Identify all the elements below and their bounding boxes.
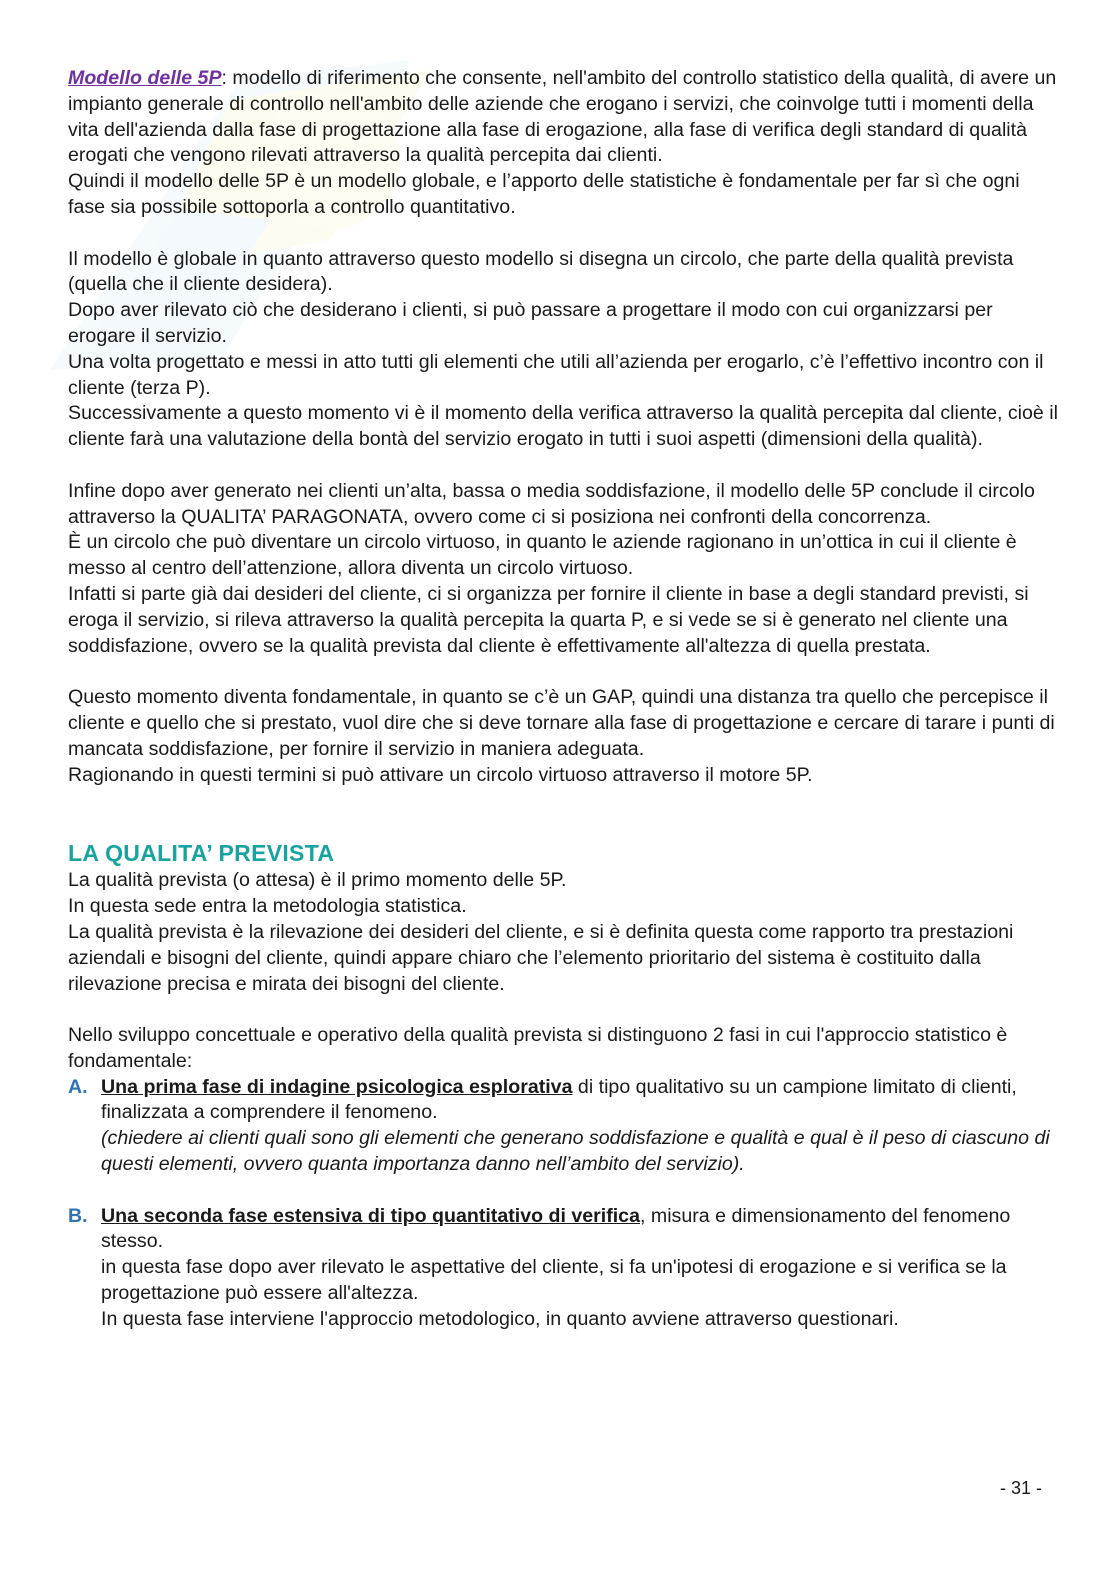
paragraph-gap — [68, 659, 1058, 685]
section-paragraph-2: In questa sede entra la metodologia statistica. — [68, 895, 467, 918]
circle-paragraph-1: Il modello è globale in quanto attraverso questo modello si disegna un circolo, che parte della qualità prevista (quella che il cliente desidera). — [68, 247, 1014, 296]
comparison-paragraph-3: Infatti si parte già dai desideri del cliente, ci si organizza per fornire il cliente in base a degli standard previsti, si eroga il servizio, si rileva attraverso la qualità percepita la quarta P, e si vede se si è generato nel cliente una soddisfazione, ovvero se la qualità prevista dal cliente è effettivamente all'altezza di quella prestata. — [68, 582, 1029, 657]
list-item-a-rest: di tipo qualitativo su un campione limitato di clienti, finalizzata a comprendere il fenomeno. — [101, 1075, 1017, 1124]
gap-paragraph-1: Questo momento diventa fondamentale, in quanto se c’è un GAP, quindi una distanza tra quello che percepisce il cliente e quello che si prestato, vuol dire che si deve tornare alla fase di progettazione e cercare di tarare i punti di mancata soddisfazione, per fornire il servizio in maniera adeguata. — [68, 686, 1055, 760]
list-item-a-heading: Una prima fase di indagine psicologica esplorativa — [101, 1075, 573, 1098]
list-item-b-paragraph-3: In questa fase interviene l'approccio metodologico, in quanto avviene attraverso questionari. — [101, 1307, 899, 1330]
list-item-b-rest: , misura e dimensionamento del fenomeno stesso. — [101, 1204, 1011, 1253]
page-number: - 31 - — [999, 1478, 1042, 1498]
list-item-b-heading: Una seconda fase estensiva di tipo quantitativo di verifica — [101, 1204, 640, 1227]
list-item-b — [68, 1204, 1058, 1333]
section-paragraph-4: Nello sviluppo concettuale e operativo della qualità prevista si distinguono 2 fasi in cui l'approccio statistico è fondamentale: — [68, 1024, 1008, 1072]
list-marker-b: B. — [68, 1204, 88, 1227]
intro-paragraph-2: Quindi il modello delle 5P è un modello globale, e l’apporto delle statistiche è fondamentale per far sì che ogni fase sia possibile sottoporla a controllo quantitativo. — [68, 170, 1020, 218]
list-item-b-text — [101, 1204, 1058, 1256]
paragraph-gap — [68, 1178, 1058, 1204]
section-title: LA QUALITA’ PREVISTA — [68, 840, 335, 867]
list-item-b-paragraph-2: in questa fase dopo aver rilevato le aspettative del cliente, si fa un'ipotesi di erogazione e si verifica se la progettazione può essere all'altezza. — [101, 1256, 1007, 1305]
circle-paragraph-4: Successivamente a questo momento vi è il momento della verifica attraverso la qualità percepita dal cliente, cioè il cliente farà una valutazione della bontà del servizio erogato in tutti i suoi aspetti (dimensioni della qualità). — [68, 402, 1058, 451]
comparison-paragraph-1: Infine dopo aver generato nei clienti un’alta, bassa o media soddisfazione, il modello delle 5P conclude il circolo attraverso la QUALITA’ PARAGONATA, ovvero come ci si posiziona nei confronti della concorrenza. — [68, 479, 1035, 528]
lead-term[interactable]: Modello delle 5P — [68, 67, 222, 89]
document-body — [68, 66, 1058, 1333]
circle-paragraph-2: Dopo aver rilevato ciò che desiderano i clienti, si può passare a progettare il modo con cui organizzarsi per erogare il servizio. — [68, 299, 993, 347]
paragraph-gap — [68, 453, 1058, 479]
list-marker-a: A. — [68, 1075, 88, 1098]
paragraph-gap — [68, 221, 1058, 247]
gap-paragraph-2: Ragionando in questi termini si può attivare un circolo virtuoso attraverso il motore 5P. — [68, 763, 813, 786]
list-item-a-text — [101, 1075, 1058, 1127]
intro-paragraph — [68, 66, 1058, 169]
comparison-paragraph-2: È un circolo che può diventare un circolo virtuoso, in quanto le aziende ragionano in un’ottica in cui il cliente è messo al centro dell’attenzione, allora diventa un circolo virtuoso. — [68, 531, 1017, 580]
section-paragraph-3: La qualità prevista è la rilevazione dei desideri del cliente, e si è definita questa come rapporto tra prestazioni aziendali e bisogni del cliente, quindi appare chiaro che l’elemento prioritario del sistema è costituito dalla rilevazione precisa e mirata dei bisogni del cliente. — [68, 920, 1014, 995]
section-paragraph-1: La qualità prevista (o attesa) è il primo momento delle 5P. — [68, 869, 567, 892]
list-item-a — [68, 1075, 1058, 1178]
paragraph-gap — [68, 997, 1058, 1023]
intro-text: : modello di riferimento che consente, nell'ambito del controllo statistico della qualità, di avere un impianto generale di controllo nell'ambito delle aziende che erogano i servizi, che coinvolge tutti i momenti della vita dell'azienda dalla fase di progettazione alla fase di erogazione, alla fase di verifica degli standard di qualità erogati che vengono rilevati attraverso la qualità percepita dai clienti. — [68, 67, 1057, 167]
list-item-a-note: (chiedere ai clienti quali sono gli elementi che generano soddisfazione e qualità e qual è il peso di ciascuno di questi elementi, ovvero quanta importanza danno nell’ambito del servizio). — [101, 1127, 1050, 1176]
paragraph-gap — [68, 788, 1058, 838]
circle-paragraph-3: Una volta progettato e messi in atto tutti gli elementi che utili all’azienda per erogarlo, c’è l’effettivo incontro con il cliente (terza P). — [68, 350, 1044, 399]
